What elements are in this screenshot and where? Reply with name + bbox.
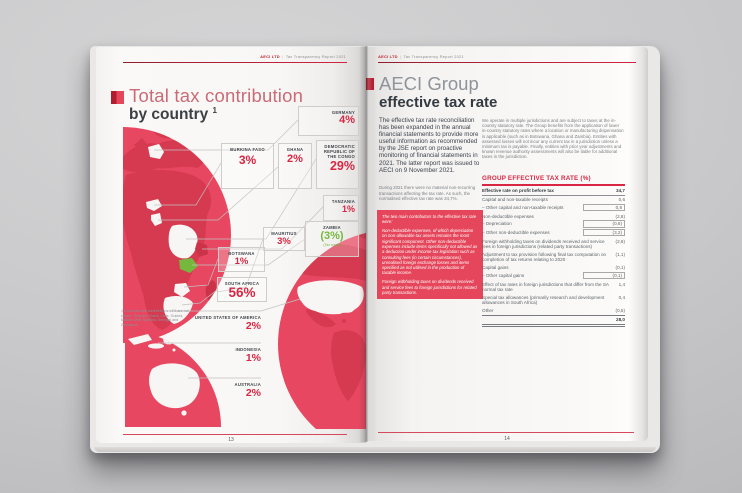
table-row bbox=[482, 204, 625, 213]
row-value: 1,4 bbox=[618, 281, 625, 287]
normalised-rate-paragraph: During 2021 there were no material non-recurring transactions affecting the tax rate. As such, the normalised effective tax rate was 34,7%. bbox=[379, 185, 476, 201]
country-label-drc: DEMOCRATIC REPUBLIC OF THE CONGO 29% bbox=[316, 140, 359, 189]
row-label: Effective rate on profit before tax bbox=[482, 188, 554, 194]
title-marker-icon bbox=[111, 91, 124, 104]
country-label-australia: AUSTRALIA 2% bbox=[234, 382, 261, 399]
table-row bbox=[482, 212, 625, 220]
country-label-germany: GERMANY 4% bbox=[298, 106, 359, 136]
header-divider: | bbox=[400, 54, 402, 59]
row-label: Adjustment to tax provision following final tax computation on completion of tax returns relating to 2020 bbox=[482, 252, 607, 263]
row-value: (0,5) bbox=[615, 307, 625, 313]
highlight-paragraph-1: The two main contributors to the effective tax rate were: bbox=[382, 214, 477, 225]
row-label: Other bbox=[482, 307, 494, 313]
row-value: (3,2) bbox=[583, 229, 625, 236]
row-label: – Depreciation bbox=[482, 221, 512, 227]
page-number: 14 bbox=[504, 436, 510, 441]
footnote-reference: 1 bbox=[212, 106, 217, 115]
left-page bbox=[96, 47, 366, 443]
row-label: – Other capital gains bbox=[482, 272, 525, 278]
country-label-burkina-faso: BURKINA FASO 3% bbox=[221, 143, 274, 189]
globe-oceania bbox=[125, 331, 221, 427]
country-label-tanzania: TANZANIA 1% bbox=[323, 195, 359, 221]
header-rule bbox=[378, 62, 636, 63]
table-row bbox=[482, 293, 625, 306]
table-total-row bbox=[482, 315, 625, 327]
jurisdictions-paragraph: We operate in multiple jurisdictions and are subject to taxes at the in-country statutory rate. The Group benefits from the application of lower in-country statutory rates where a location or manufacturing dispensation is applicable (such as in Botswana, Ghana and Zambia). Entities with assessed losses will not incur any current tax in a jurisdiction unless a minimum tax is payable. Finally, entities with prior year adjustments and known revenue authority assessments will also be liable for additional taxes in the jurisdiction. bbox=[482, 118, 624, 160]
row-value: 0,6 bbox=[618, 197, 625, 203]
highlight-paragraph-2: Non-deductible expenses, of which depreciation on non-allowable tax assets remains the most significant component. Other non-deductible expenses include items specifically not allowed as a deduction under income tax legislation such as consulting fees (in certain circumstances), unrealised foreign exchange losses and items specified as not utilised in the production of taxable income. bbox=[382, 228, 478, 276]
row-value: 0,8 bbox=[583, 204, 625, 211]
row-label: – Other non-deductible expenses bbox=[482, 230, 550, 236]
table-row bbox=[482, 264, 625, 272]
country-label-south-africa: SOUTH AFRICA 56% bbox=[217, 277, 267, 302]
row-label: Capital gains bbox=[482, 265, 509, 271]
header-rule bbox=[123, 62, 347, 63]
zambia-tax-credit-note: (Tax credit) bbox=[323, 242, 341, 247]
row-value: (0,6) bbox=[583, 220, 625, 227]
row-value: (2,8) bbox=[615, 213, 625, 219]
table-heading-rule bbox=[482, 184, 625, 186]
row-label: Non-deductible expenses bbox=[482, 213, 534, 219]
header-divider: | bbox=[282, 54, 284, 59]
footer-rule bbox=[378, 432, 634, 433]
highlight-paragraph-3: Foreign withholding taxes on dividends received and service fees to foreign jurisdictions for related party transactions. bbox=[382, 279, 477, 295]
row-value: 0,4 bbox=[618, 294, 625, 300]
page-title-line1: AECI Group bbox=[379, 73, 479, 94]
row-value: 28,0 bbox=[616, 317, 625, 323]
report-title-text: Tax Transparency Report 2021 bbox=[285, 54, 346, 59]
report-title-text: Tax Transparency Report 2021 bbox=[403, 54, 464, 59]
brand-text: AECI LTD bbox=[378, 54, 398, 59]
row-label: – Other capital and non-taxable receipts bbox=[482, 204, 564, 210]
row-label: Foreign withholding taxes on dividends received and service fees in foreign jurisdictions (related party transactions) bbox=[482, 239, 605, 250]
table-heading: GROUP EFFECTIVE TAX RATE (%) bbox=[482, 175, 591, 182]
page-title-line2: effective tax rate bbox=[379, 94, 498, 111]
row-value: (0,1) bbox=[615, 265, 625, 271]
report-spread bbox=[96, 44, 652, 446]
row-label: Special tax allowances (primarily research and development allowances in South Africa) bbox=[482, 294, 605, 305]
title-marker-icon bbox=[366, 78, 374, 90]
page-title-line1: Total tax contribution bbox=[129, 85, 304, 106]
row-value: (1,1) bbox=[615, 252, 625, 258]
table-row bbox=[482, 229, 625, 238]
country-label-botswana: BOTSWANA 1% bbox=[218, 247, 265, 272]
highlight-box bbox=[377, 210, 483, 299]
table-row bbox=[482, 251, 625, 264]
page-number: 13 bbox=[228, 437, 234, 443]
row-value: (0,1) bbox=[583, 272, 625, 279]
footer-rule bbox=[123, 434, 347, 435]
table-row bbox=[482, 187, 625, 196]
country-label-usa: UNITED STATES OF AMERICA 2% bbox=[194, 315, 261, 332]
row-label: Capital and non-taxable receipts bbox=[482, 197, 548, 203]
right-page bbox=[366, 47, 648, 441]
footnote: 1 Countries with contributions <1% are not shown. They are: Brazil, Chile, Guinea, Malawi, Mali, Namibia, Senegal and Zimbabwe. bbox=[121, 309, 189, 327]
country-label-mauritius: MAURITIUS 3% bbox=[263, 227, 305, 251]
country-label-indonesia: INDONESIA 1% bbox=[235, 347, 261, 364]
effective-tax-rate-table bbox=[482, 187, 625, 327]
page-header bbox=[378, 54, 464, 59]
page-title-line2: by country $^1$ bbox=[129, 106, 217, 124]
country-label-ghana: GHANA 2% bbox=[278, 143, 312, 189]
country-label-zambia: ZAMBIA (3%) (Tax credit) bbox=[305, 221, 359, 257]
table-row bbox=[482, 280, 625, 293]
table-row bbox=[482, 220, 625, 229]
table-row bbox=[482, 306, 625, 314]
row-value: 34,7 bbox=[616, 188, 625, 194]
table-row bbox=[482, 272, 625, 281]
page-header bbox=[260, 54, 346, 59]
row-label: Effect of tax rates in foreign jurisdictions that differ from the SA normal tax rate bbox=[482, 281, 609, 292]
table-row bbox=[482, 238, 625, 251]
intro-paragraph: The effective tax rate reconciliation has been expanded in the annual financial statements to provide more useful information as recommended by the JSE report on proactive monitoring of financial statements in 2021. The latter report was issued to AECI on 9 November 2021. bbox=[379, 117, 480, 174]
brand-text: AECI LTD bbox=[260, 54, 280, 59]
table-row bbox=[482, 196, 625, 204]
row-value: (2,8) bbox=[615, 239, 625, 245]
